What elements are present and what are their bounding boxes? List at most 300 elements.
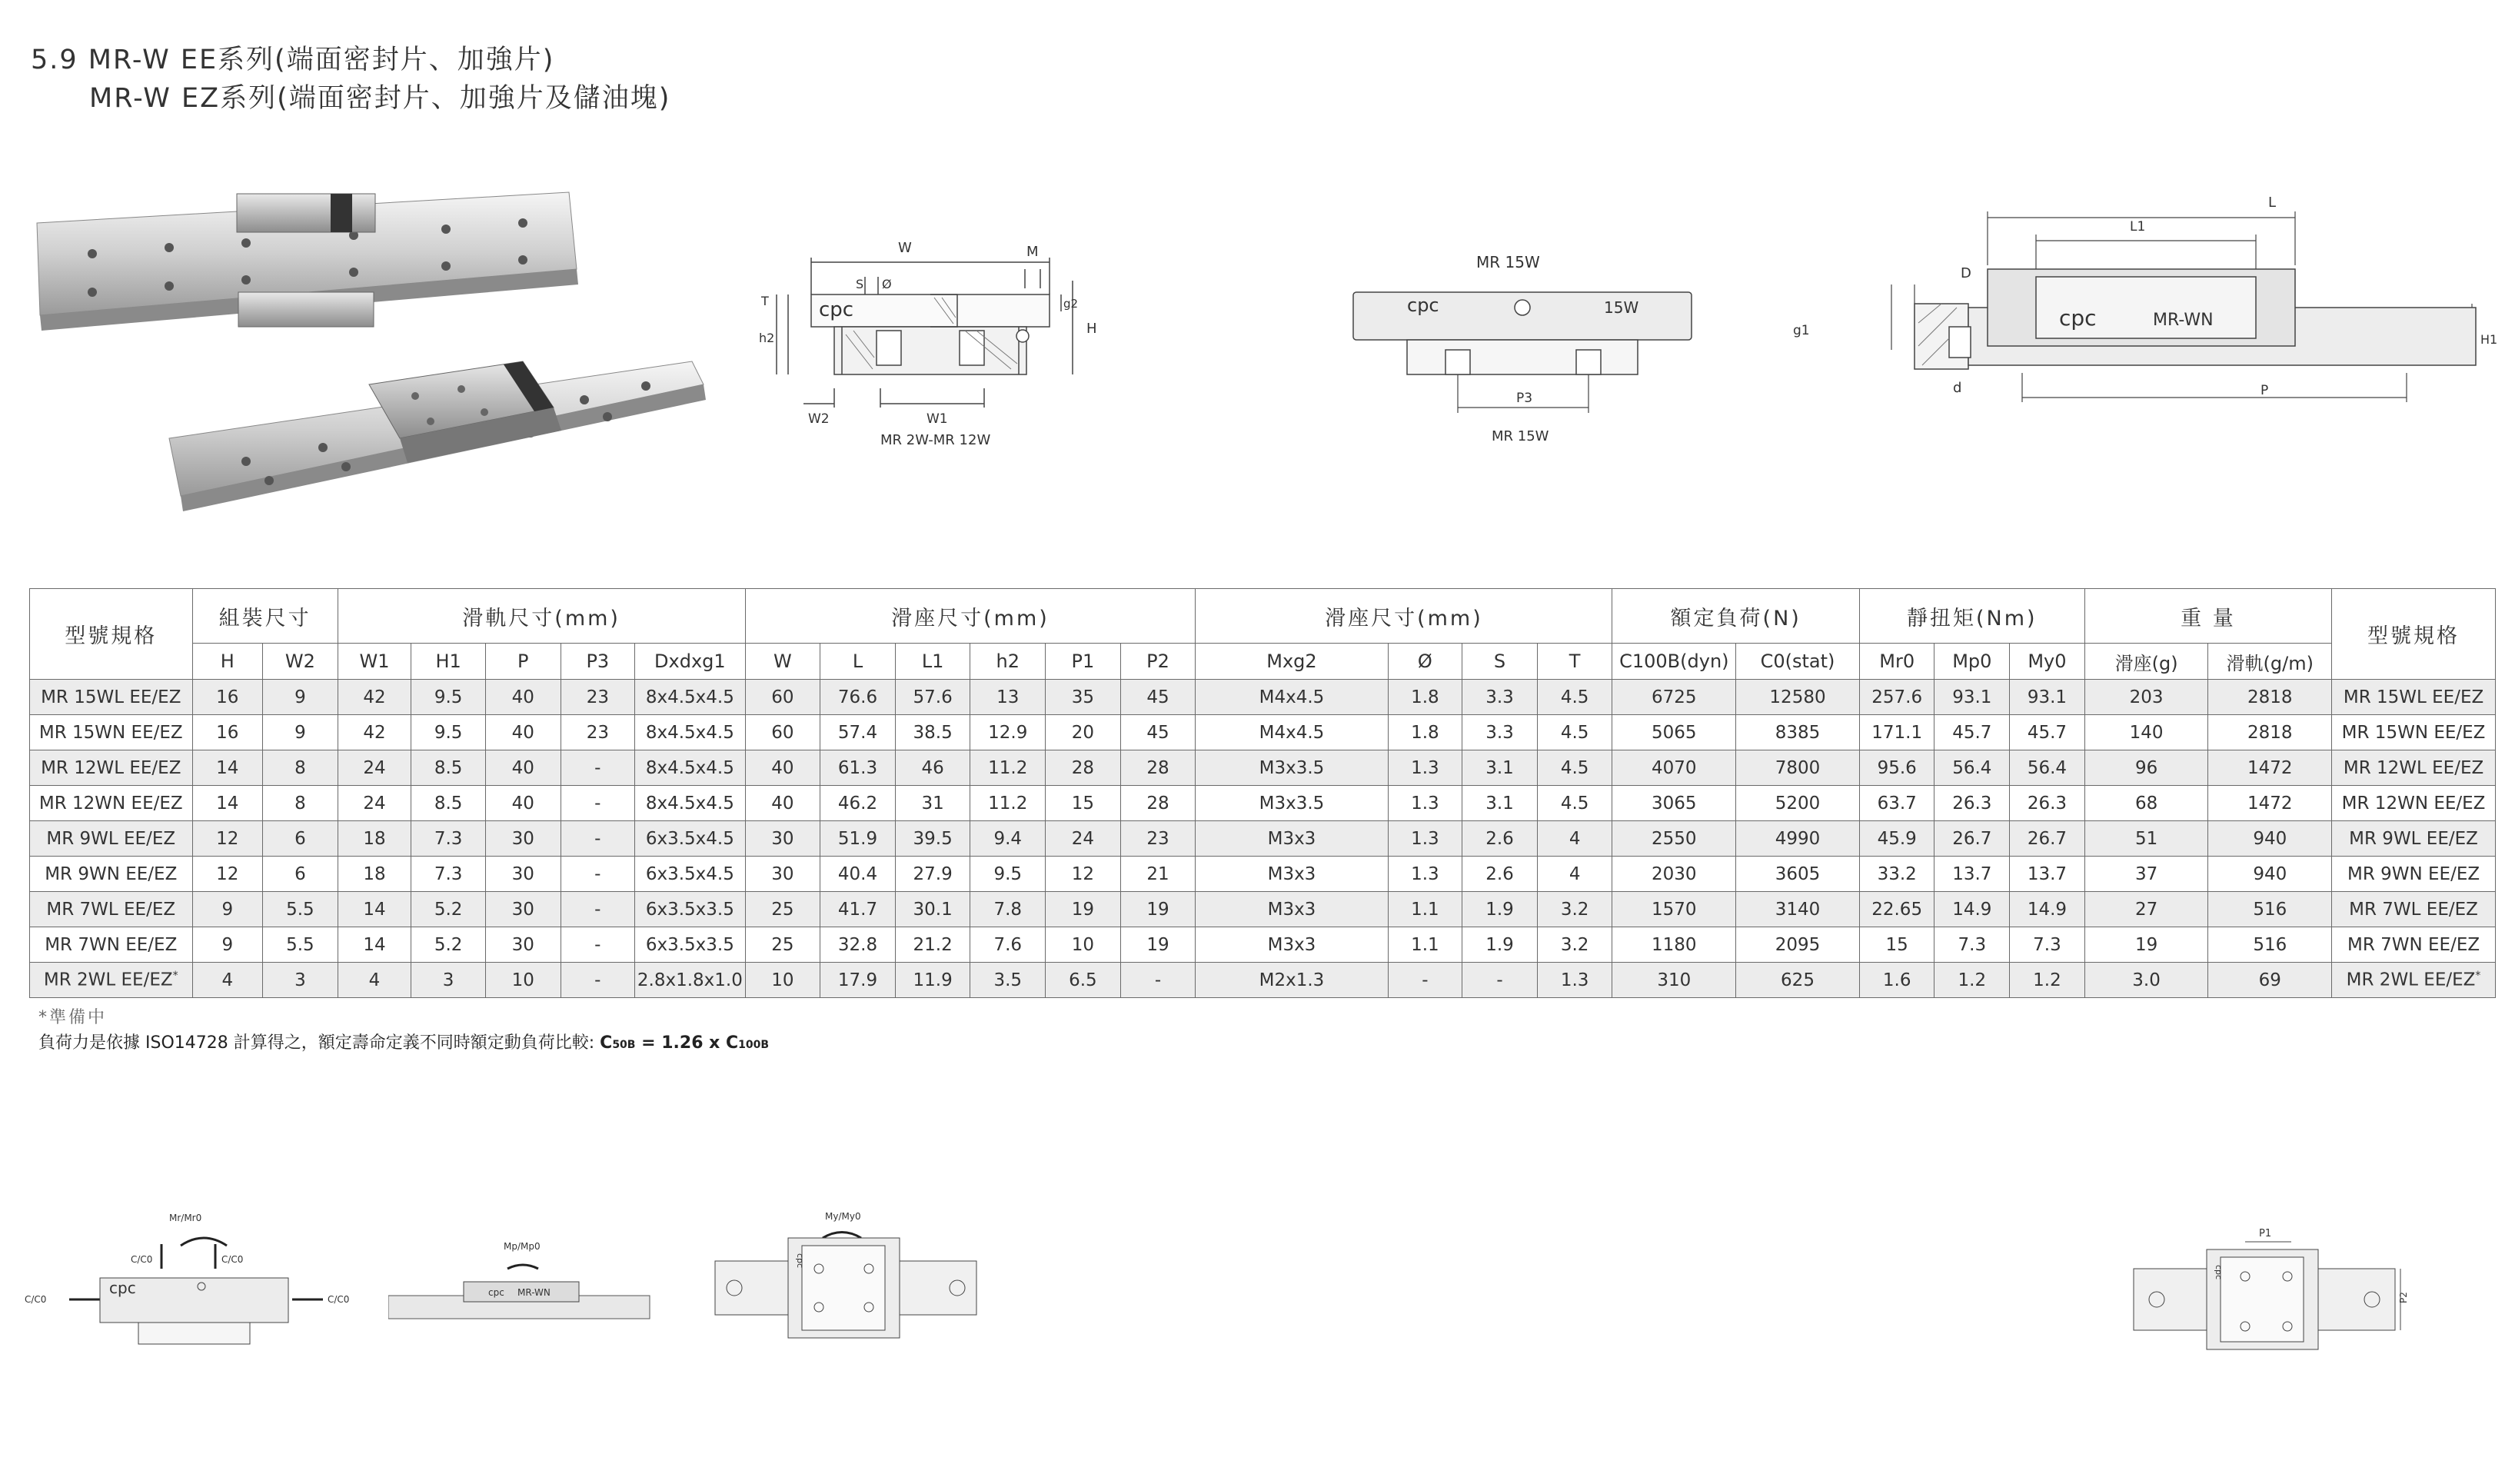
table-cell: 27	[2084, 892, 2208, 927]
table-cell: 4.5	[1537, 750, 1612, 786]
column-header: C100B(dyn)	[1612, 644, 1736, 680]
table-cell: 37	[2084, 857, 2208, 892]
table-cell: 3	[411, 963, 486, 998]
table-cell: 1.9	[1462, 927, 1538, 963]
table-cell: 14	[192, 786, 263, 821]
front-w2-label: W2	[808, 411, 830, 427]
side-view-drawing	[1791, 196, 2499, 419]
side-d-lower-label: d	[1953, 380, 1962, 396]
table-cell: 13	[970, 680, 1046, 715]
table-cell: 3	[263, 963, 338, 998]
front-view-drawing	[757, 235, 1119, 458]
table-cell: 203	[2084, 680, 2208, 715]
table-cell: 25	[745, 892, 820, 927]
table-cell: 12	[192, 821, 263, 857]
table-cell: 257.6	[1859, 680, 1934, 715]
column-header: S	[1462, 644, 1538, 680]
front-s-label: S	[856, 277, 864, 291]
column-header: W	[745, 644, 820, 680]
table-cell: 96	[2084, 750, 2208, 786]
table-cell: 8x4.5x4.5	[635, 750, 745, 786]
table-cell: -	[561, 857, 635, 892]
table-cell: 8x4.5x4.5	[635, 786, 745, 821]
table-cell: 93.1	[1934, 680, 2010, 715]
table-cell: 6x3.5x4.5	[635, 821, 745, 857]
table-cell: 51.9	[820, 821, 896, 857]
table-cell: 42	[338, 715, 411, 750]
table-cell: 35	[1046, 680, 1121, 715]
table-cell: 4.5	[1537, 680, 1612, 715]
table-cell: 625	[1736, 963, 1860, 998]
table-cell: 60	[745, 680, 820, 715]
row-model-right: MR 15WN EE/EZ	[2332, 715, 2496, 750]
table-cell: 1.3	[1388, 821, 1462, 857]
table-cell: 171.1	[1859, 715, 1934, 750]
table-cell: 9	[192, 927, 263, 963]
table-cell: 4.5	[1537, 786, 1612, 821]
table-cell: 940	[2208, 857, 2332, 892]
table-cell: 10	[485, 963, 561, 998]
table-cell: 6x3.5x4.5	[635, 857, 745, 892]
table-cell: -	[561, 786, 635, 821]
table-cell: 39.5	[895, 821, 970, 857]
table-cell: 30	[485, 892, 561, 927]
table-cell: 30	[745, 857, 820, 892]
table-cell: -	[561, 892, 635, 927]
table-cell: 68	[2084, 786, 2208, 821]
table-cell: 45	[1120, 715, 1196, 750]
block-group-header-1: 滑座尺寸(mm)	[745, 589, 1196, 644]
table-cell: 7800	[1736, 750, 1860, 786]
table-cell: 28	[1046, 750, 1121, 786]
table-cell: -	[1120, 963, 1196, 998]
column-header: W1	[338, 644, 411, 680]
table-row	[30, 963, 2496, 998]
table-cell: 7.8	[970, 892, 1046, 927]
table-cell: M3x3.5	[1196, 786, 1388, 821]
table-cell: 28	[1120, 750, 1196, 786]
table-cell: 40	[745, 750, 820, 786]
column-header: H	[192, 644, 263, 680]
table-cell: 23	[561, 715, 635, 750]
front-brand-label: cpc	[819, 298, 854, 321]
column-header: W2	[263, 644, 338, 680]
row-model: MR 7WL EE/EZ	[30, 892, 193, 927]
table-cell: 21	[1120, 857, 1196, 892]
row-model-right: MR 7WN EE/EZ	[2332, 927, 2496, 963]
front-h-label: H	[1086, 321, 1097, 337]
table-cell: 1472	[2208, 750, 2332, 786]
row-model-right: MR 9WN EE/EZ	[2332, 857, 2496, 892]
mr15w-title: MR 15W	[1476, 253, 1540, 271]
table-cell: 24	[338, 786, 411, 821]
side-l1-label: L1	[2130, 219, 2146, 235]
table-cell: 9	[192, 892, 263, 927]
table-cell: 3.2	[1537, 892, 1612, 927]
rail-group-header: 滑軌尺寸(mm)	[338, 589, 745, 644]
table-cell: 2.6	[1462, 857, 1538, 892]
table-cell: 1.3	[1388, 857, 1462, 892]
table-cell: 5200	[1736, 786, 1860, 821]
table-cell: 9	[263, 715, 338, 750]
table-cell: 40	[745, 786, 820, 821]
table-cell: 516	[2208, 927, 2332, 963]
table-cell: M4x4.5	[1196, 715, 1388, 750]
table-cell: 30	[485, 857, 561, 892]
table-cell: 7.3	[411, 857, 486, 892]
table-cell: -	[1462, 963, 1538, 998]
table-cell: 23	[1120, 821, 1196, 857]
front-t-label: T	[761, 294, 769, 308]
table-cell: 14	[338, 927, 411, 963]
table-cell: 69	[2208, 963, 2332, 998]
table-cell: 2818	[2208, 680, 2332, 715]
my-brand: cpc	[795, 1253, 805, 1269]
column-header: L1	[895, 644, 970, 680]
table-cell: 310	[1612, 963, 1736, 998]
table-cell: 9.5	[411, 680, 486, 715]
row-model: MR 9WN EE/EZ	[30, 857, 193, 892]
table-cell: 7.3	[411, 821, 486, 857]
side-brand: cpc	[2059, 305, 2097, 331]
table-cell: 3.1	[1462, 750, 1538, 786]
product-photo	[31, 177, 723, 531]
column-header: L	[820, 644, 896, 680]
side-g1-label: g1	[1793, 323, 1810, 338]
table-cell: 40.4	[820, 857, 896, 892]
front-phi-label: Ø	[882, 277, 892, 291]
table-cell: 5065	[1612, 715, 1736, 750]
assembly-group-header: 組裝尺寸	[192, 589, 338, 644]
table-cell: 22.65	[1859, 892, 1934, 927]
top-p2-label: P2	[2398, 1292, 2409, 1303]
column-header: P	[485, 644, 561, 680]
table-cell: 6x3.5x3.5	[635, 892, 745, 927]
table-cell: -	[561, 750, 635, 786]
row-model: MR 9WL EE/EZ	[30, 821, 193, 857]
table-cell: 14.9	[2010, 892, 2085, 927]
column-header: P2	[1120, 644, 1196, 680]
mr15w-drawing	[1346, 250, 1707, 454]
mp-brand: cpc	[488, 1287, 504, 1298]
table-cell: 9.5	[411, 715, 486, 750]
side-l-label: L	[2268, 196, 2277, 211]
table-cell: 26.3	[1934, 786, 2010, 821]
table-cell: 2.6	[1462, 821, 1538, 857]
table-cell: -	[1388, 963, 1462, 998]
table-cell: M3x3	[1196, 927, 1388, 963]
load-c-left: C/C0	[25, 1294, 47, 1305]
table-cell: 3.3	[1462, 680, 1538, 715]
table-cell: 9.4	[970, 821, 1046, 857]
table-cell: 2030	[1612, 857, 1736, 892]
table-cell: 6725	[1612, 680, 1736, 715]
model-header-right: 型號規格	[2332, 589, 2496, 680]
table-cell: 9	[263, 680, 338, 715]
table-cell: 46.2	[820, 786, 896, 821]
table-row	[30, 821, 2496, 857]
table-cell: 76.6	[820, 680, 896, 715]
table-cell: 4	[192, 963, 263, 998]
row-model-right: MR 12WL EE/EZ	[2332, 750, 2496, 786]
column-header: Dxdxg1	[635, 644, 745, 680]
mp-moment-drawing	[388, 1234, 657, 1326]
table-cell: -	[561, 821, 635, 857]
table-cell: 24	[338, 750, 411, 786]
table-cell: 56.4	[1934, 750, 2010, 786]
table-cell: -	[561, 927, 635, 963]
column-header: Mxg2	[1196, 644, 1388, 680]
front-g2-label: g2	[1063, 297, 1079, 311]
table-cell: M2x1.3	[1196, 963, 1388, 998]
table-row	[30, 786, 2496, 821]
table-cell: 45.9	[1859, 821, 1934, 857]
prep-note: *準備中	[38, 1008, 108, 1027]
table-cell: 1.6	[1859, 963, 1934, 998]
table-cell: 14	[338, 892, 411, 927]
table-cell: 140	[2084, 715, 2208, 750]
table-cell: M3x3	[1196, 857, 1388, 892]
table-cell: 15	[1859, 927, 1934, 963]
table-cell: 2550	[1612, 821, 1736, 857]
table-cell: 18	[338, 821, 411, 857]
table-cell: 15	[1046, 786, 1121, 821]
table-cell: 8	[263, 786, 338, 821]
table-cell: 8x4.5x4.5	[635, 680, 745, 715]
side-d-upper-label: D	[1961, 265, 1971, 281]
table-cell: 11.9	[895, 963, 970, 998]
table-cell: 30	[485, 821, 561, 857]
table-cell: 1.3	[1388, 786, 1462, 821]
table-cell: 45.7	[2010, 715, 2085, 750]
table-cell: 1180	[1612, 927, 1736, 963]
top-brand: cpc	[2214, 1265, 2224, 1280]
table-cell: 26.7	[2010, 821, 2085, 857]
row-model: MR 2WL EE/EZ*	[30, 963, 193, 998]
table-cell: 40	[485, 786, 561, 821]
table-cell: 63.7	[1859, 786, 1934, 821]
table-cell: 93.1	[2010, 680, 2085, 715]
column-header: 滑軌(g/m)	[2208, 644, 2332, 680]
moment-group-header: 靜扭矩(Nm)	[1859, 589, 2084, 644]
table-cell: 940	[2208, 821, 2332, 857]
table-cell: 24	[1046, 821, 1121, 857]
table-cell: 12	[1046, 857, 1121, 892]
table-cell: 2818	[2208, 715, 2332, 750]
table-cell: 2.8x1.8x1.0	[635, 963, 745, 998]
table-cell: 17.9	[820, 963, 896, 998]
side-h1-label: H1	[2480, 332, 2498, 347]
table-cell: 21.2	[895, 927, 970, 963]
column-header: T	[1537, 644, 1612, 680]
table-cell: 9.5	[970, 857, 1046, 892]
table-cell: 8.5	[411, 786, 486, 821]
table-cell: 31	[895, 786, 970, 821]
column-header: Mr0	[1859, 644, 1934, 680]
table-row	[30, 857, 2496, 892]
load-c-top-left: C/C0	[131, 1254, 153, 1265]
table-cell: 3.0	[2084, 963, 2208, 998]
table-cell: 16	[192, 715, 263, 750]
table-cell: 14.9	[1934, 892, 2010, 927]
table-cell: 4	[338, 963, 411, 998]
table-cell: 7.3	[2010, 927, 2085, 963]
table-cell: 57.6	[895, 680, 970, 715]
table-cell: -	[561, 963, 635, 998]
front-h2-label: h2	[759, 331, 775, 345]
mr15w-size-mark: 15W	[1604, 298, 1639, 317]
table-cell: 3065	[1612, 786, 1736, 821]
table-cell: 61.3	[820, 750, 896, 786]
table-cell: 4.5	[1537, 715, 1612, 750]
my-moment-drawing	[711, 1207, 980, 1353]
load-mr-label: Mr/Mr0	[169, 1213, 202, 1223]
table-cell: 19	[1120, 927, 1196, 963]
table-cell: 33.2	[1859, 857, 1934, 892]
table-cell: 1.1	[1388, 892, 1462, 927]
table-cell: 40	[485, 750, 561, 786]
table-cell: 1472	[2208, 786, 2332, 821]
table-cell: 14	[192, 750, 263, 786]
column-header: 滑座(g)	[2084, 644, 2208, 680]
pre-release-mark: *	[2475, 970, 2481, 983]
table-cell: 1.2	[2010, 963, 2085, 998]
table-cell: 27.9	[895, 857, 970, 892]
table-cell: 20	[1046, 715, 1121, 750]
mr15w-caption: MR 15W	[1492, 428, 1549, 444]
spec-table	[29, 588, 2496, 998]
mp-model: MR-WN	[517, 1287, 551, 1298]
p1-p2-drawing	[2130, 1223, 2422, 1353]
pre-release-mark: *	[172, 970, 178, 983]
table-cell: 13.7	[1934, 857, 2010, 892]
table-cell: 8.5	[411, 750, 486, 786]
column-header: P3	[561, 644, 635, 680]
table-cell: 41.7	[820, 892, 896, 927]
column-header: H1	[411, 644, 486, 680]
table-cell: 4	[1537, 857, 1612, 892]
table-cell: 26.3	[2010, 786, 2085, 821]
table-row	[30, 927, 2496, 963]
table-cell: 3.3	[1462, 715, 1538, 750]
row-model: MR 15WN EE/EZ	[30, 715, 193, 750]
row-model-right: MR 9WL EE/EZ	[2332, 821, 2496, 857]
table-cell: 3140	[1736, 892, 1860, 927]
table-cell: 4	[1537, 821, 1612, 857]
table-row	[30, 680, 2496, 715]
table-cell: 16	[192, 680, 263, 715]
table-cell: 5.5	[263, 927, 338, 963]
table-cell: M3x3	[1196, 892, 1388, 927]
column-header: Mp0	[1934, 644, 2010, 680]
table-cell: 4070	[1612, 750, 1736, 786]
table-row	[30, 715, 2496, 750]
row-model-right: MR 15WL EE/EZ	[2332, 680, 2496, 715]
side-p-label: P	[2260, 383, 2269, 398]
table-cell: 12.9	[970, 715, 1046, 750]
table-cell: 40	[485, 715, 561, 750]
table-cell: 19	[1046, 892, 1121, 927]
table-cell: 1.8	[1388, 680, 1462, 715]
table-cell: 45.7	[1934, 715, 2010, 750]
table-cell: 56.4	[2010, 750, 2085, 786]
load-c-top-right: C/C0	[221, 1254, 244, 1265]
table-cell: 12580	[1736, 680, 1860, 715]
table-cell: 18	[338, 857, 411, 892]
mr15w-brand: cpc	[1407, 294, 1439, 316]
row-model: MR 12WL EE/EZ	[30, 750, 193, 786]
table-cell: 60	[745, 715, 820, 750]
table-cell: 3.5	[970, 963, 1046, 998]
section-subtitle: MR-W EZ系列(端面密封片、加強片及儲油塊)	[89, 83, 671, 114]
mp-label: Mp/Mp0	[504, 1241, 541, 1252]
column-header: h2	[970, 644, 1046, 680]
table-cell: 26.7	[1934, 821, 2010, 857]
front-caption: MR 2W-MR 12W	[880, 432, 991, 448]
row-model: MR 15WL EE/EZ	[30, 680, 193, 715]
table-cell: 12	[192, 857, 263, 892]
table-cell: 42	[338, 680, 411, 715]
column-header: Ø	[1388, 644, 1462, 680]
front-m-label: M	[1026, 244, 1039, 260]
table-cell: 57.4	[820, 715, 896, 750]
table-cell: 46	[895, 750, 970, 786]
table-cell: 10	[1046, 927, 1121, 963]
table-cell: 28	[1120, 786, 1196, 821]
table-cell: 3.2	[1537, 927, 1612, 963]
load-direction-drawing	[23, 1207, 377, 1346]
load-group-header: 額定負荷(N)	[1612, 589, 1859, 644]
table-cell: 5.5	[263, 892, 338, 927]
block-group-header-2: 滑座尺寸(mm)	[1196, 589, 1612, 644]
table-cell: 38.5	[895, 715, 970, 750]
table-cell: 1.1	[1388, 927, 1462, 963]
table-cell: 3605	[1736, 857, 1860, 892]
table-cell: 23	[561, 680, 635, 715]
load-c-right: C/C0	[328, 1294, 350, 1305]
column-header: My0	[2010, 644, 2085, 680]
my-label: My/My0	[825, 1211, 861, 1222]
table-cell: M3x3.5	[1196, 750, 1388, 786]
model-header: 型號規格	[30, 589, 193, 680]
table-cell: 6.5	[1046, 963, 1121, 998]
table-cell: M4x4.5	[1196, 680, 1388, 715]
table-cell: 40	[485, 680, 561, 715]
table-cell: 6	[263, 821, 338, 857]
table-cell: 45	[1120, 680, 1196, 715]
mr15w-p3-label: P3	[1516, 391, 1533, 406]
table-row	[30, 892, 2496, 927]
table-cell: 3.1	[1462, 786, 1538, 821]
row-model: MR 12WN EE/EZ	[30, 786, 193, 821]
section-title: 5.9 MR-W EE系列(端面密封片、加強片)	[31, 45, 555, 75]
formula-note: 負荷力是依據 ISO14728 計算得之，額定壽命定義不同時額定動負荷比較: C50B = 1.26 x C100B	[38, 1033, 770, 1053]
table-cell: 1.8	[1388, 715, 1462, 750]
table-cell: 25	[745, 927, 820, 963]
table-cell: 1.3	[1388, 750, 1462, 786]
column-header: P1	[1046, 644, 1121, 680]
table-cell: 6x3.5x3.5	[635, 927, 745, 963]
weight-group-header: 重 量	[2084, 589, 2331, 644]
table-cell: M3x3	[1196, 821, 1388, 857]
table-cell: 5.2	[411, 927, 486, 963]
row-model: MR 7WN EE/EZ	[30, 927, 193, 963]
front-w-label: W	[898, 240, 912, 256]
column-header: C0(stat)	[1736, 644, 1860, 680]
table-cell: 6	[263, 857, 338, 892]
row-model-right: MR 2WL EE/EZ*	[2332, 963, 2496, 998]
table-row	[30, 750, 2496, 786]
